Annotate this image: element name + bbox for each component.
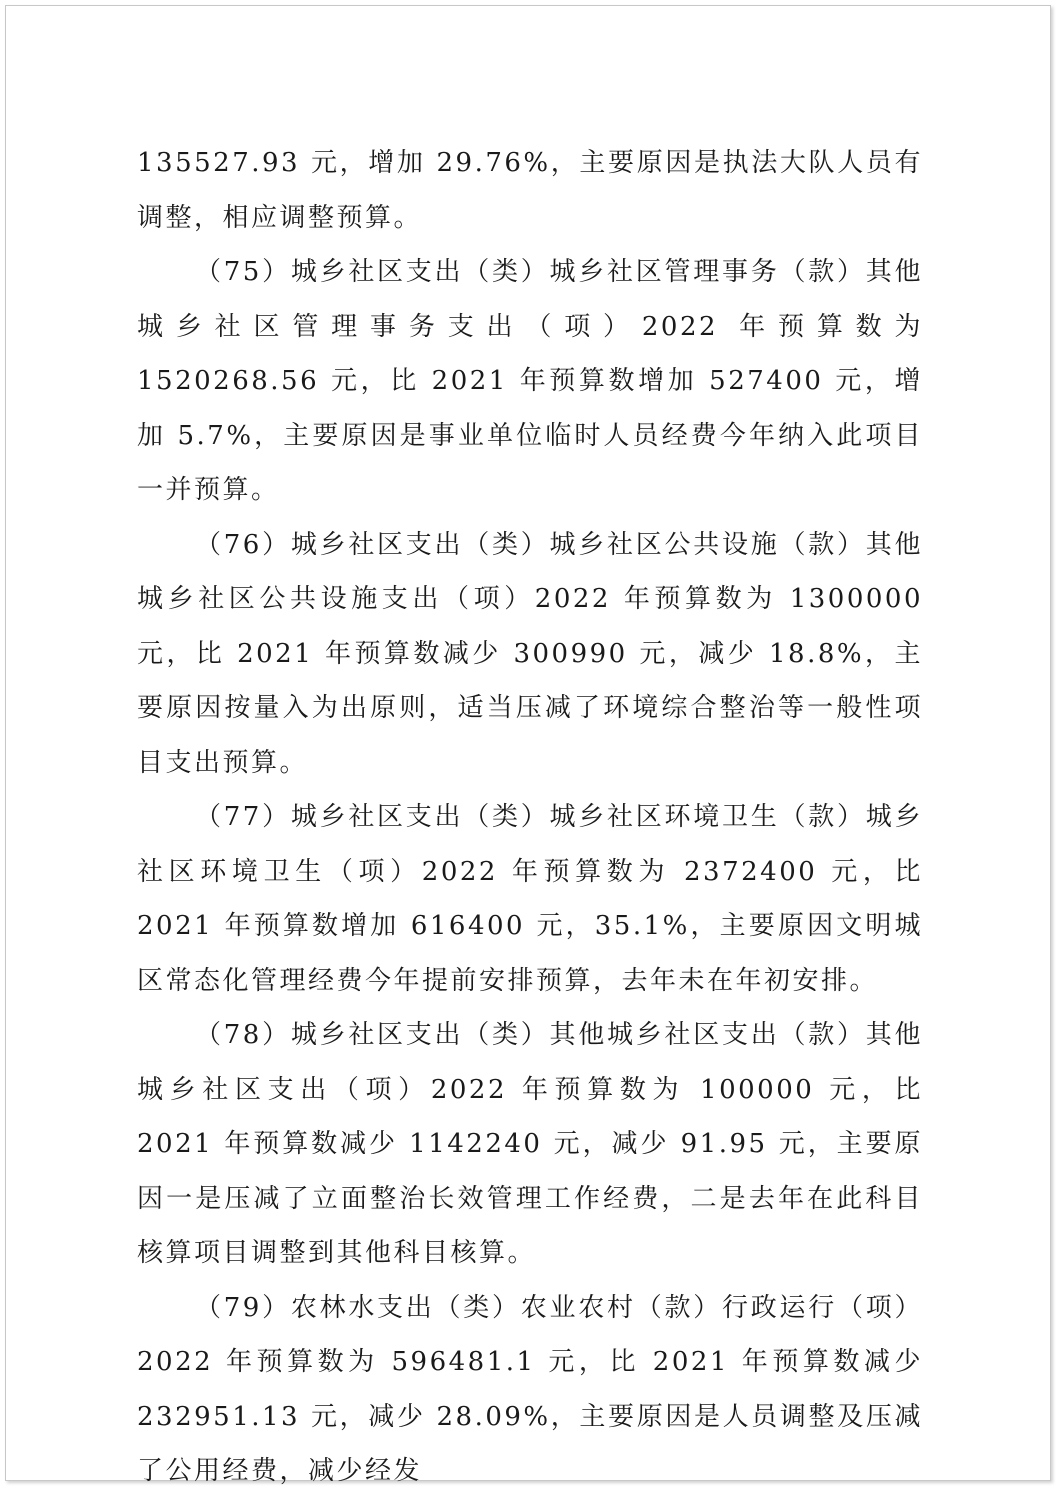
paragraph-item-78: （78）城乡社区支出（类）其他城乡社区支出（款）其他城乡社区支出（项）2022 年预算数为 100000 元，比 2021 年预算数减少 1142240 元，减少 91.95 元，主要原因一是压减了立面整治长效管理工作经费，二是去年在此科目核算项目调整到其他科目核算。 (137, 1020, 923, 1268)
paragraph-item-79: （79）农林水支出（类）农业农村（款）行政运行（项）2022 年预算数为 596481.1 元，比 2021 年预算数减少 232951.13 元，减少 28.09%，主要原因是人员调整及压减了公用经费，减少经发 (137, 1292, 923, 1486)
paragraph-item-75: （75）城乡社区支出（类）城乡社区管理事务（款）其他城乡社区管理事务支出（项）2022 年预算数为 1520268.56 元，比 2021 年预算数增加 527400 元，增加 5.7%，主要原因是事业单位临时人员经费今年纳入此项目一并预算。 (137, 257, 923, 505)
paragraph-continuation: 135527.93 元，增加 29.76%，主要原因是执法大队人员有调整，相应调整预算。 (137, 148, 923, 233)
paragraph-item-77: （77）城乡社区支出（类）城乡社区环境卫生（款）城乡社区环境卫生（项）2022 年预算数为 2372400 元，比 2021 年预算数增加 616400 元，35.1%，主要原因文明城区常态化管理经费今年提前安排预算，去年未在年初安排。 (137, 802, 923, 996)
document-body (137, 136, 923, 1499)
paragraph-item-76: （76）城乡社区支出（类）城乡社区公共设施（款）其他城乡社区公共设施支出（项）2022 年预算数为 1300000 元，比 2021 年预算数减少 300990 元，减少 18.8%，主要原因按量入为出原则，适当压减了环境综合整治等一般性项目支出预算。 (137, 529, 923, 778)
